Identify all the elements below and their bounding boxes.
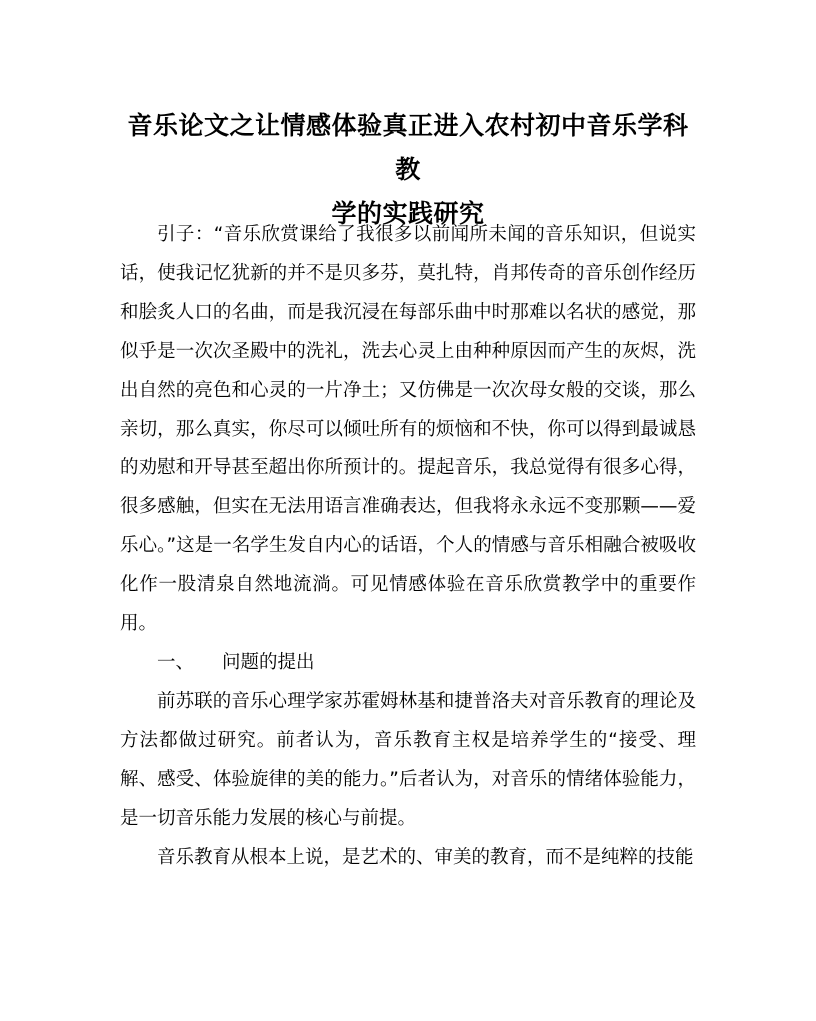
section-title: 问题的提出 (222, 651, 315, 673)
title-line-2: 学的实践研究 (331, 199, 485, 228)
section-heading (120, 644, 696, 683)
document-body (120, 216, 696, 877)
paragraph-2: 前苏联的音乐心理学家苏霍姆林基和捷普洛夫对音乐教育的理论及方法都做过研究。前者认为，音乐教育主权是培养学生的“接受、理解、感受、体验旋律的美的能力。”后者认为，对音乐的情绪体验能力，是一切音乐能力发展的核心与前提。 (120, 690, 696, 829)
title-line-1: 音乐论文之让情感体验真正进入农村初中音乐学科教 (127, 111, 689, 184)
section-number: 一、 (157, 651, 195, 673)
intro-paragraph: 引子：“音乐欣赏课给了我很多以前闻所未闻的音乐知识，但说实话，使我记忆犹新的并不是贝多芬，莫扎特，肖邦传奇的音乐创作经历和脍炙人口的名曲，而是我沉浸在每部乐曲中时那难以名状的感觉，那似乎是一次次圣殿中的洗礼，洗去心灵上由种种原因而产生的灰烬，洗出自然的亮色和心灵的一片净土；又仿佛是一次次母女般的交谈，那么亲切，那么真实，你尽可以倾吐所有的烦恼和不快，你可以得到最诚恳的劝慰和开导甚至超出你所预计的。提起音乐，我总觉得有很多心得，很多感触，但实在无法用语言准确表达，但我将永永远不变那颗——爱乐心。”这是一名学生发自内心的话语，个人的情感与音乐相融合被吸收化作一股清泉自然地流淌。可见情感体验在音乐欣赏教学中的重要作用。 (120, 224, 696, 635)
paragraph-3: 音乐教育从根本上说，是艺术的、审美的教育，而不是纯粹的技能 (157, 846, 694, 868)
